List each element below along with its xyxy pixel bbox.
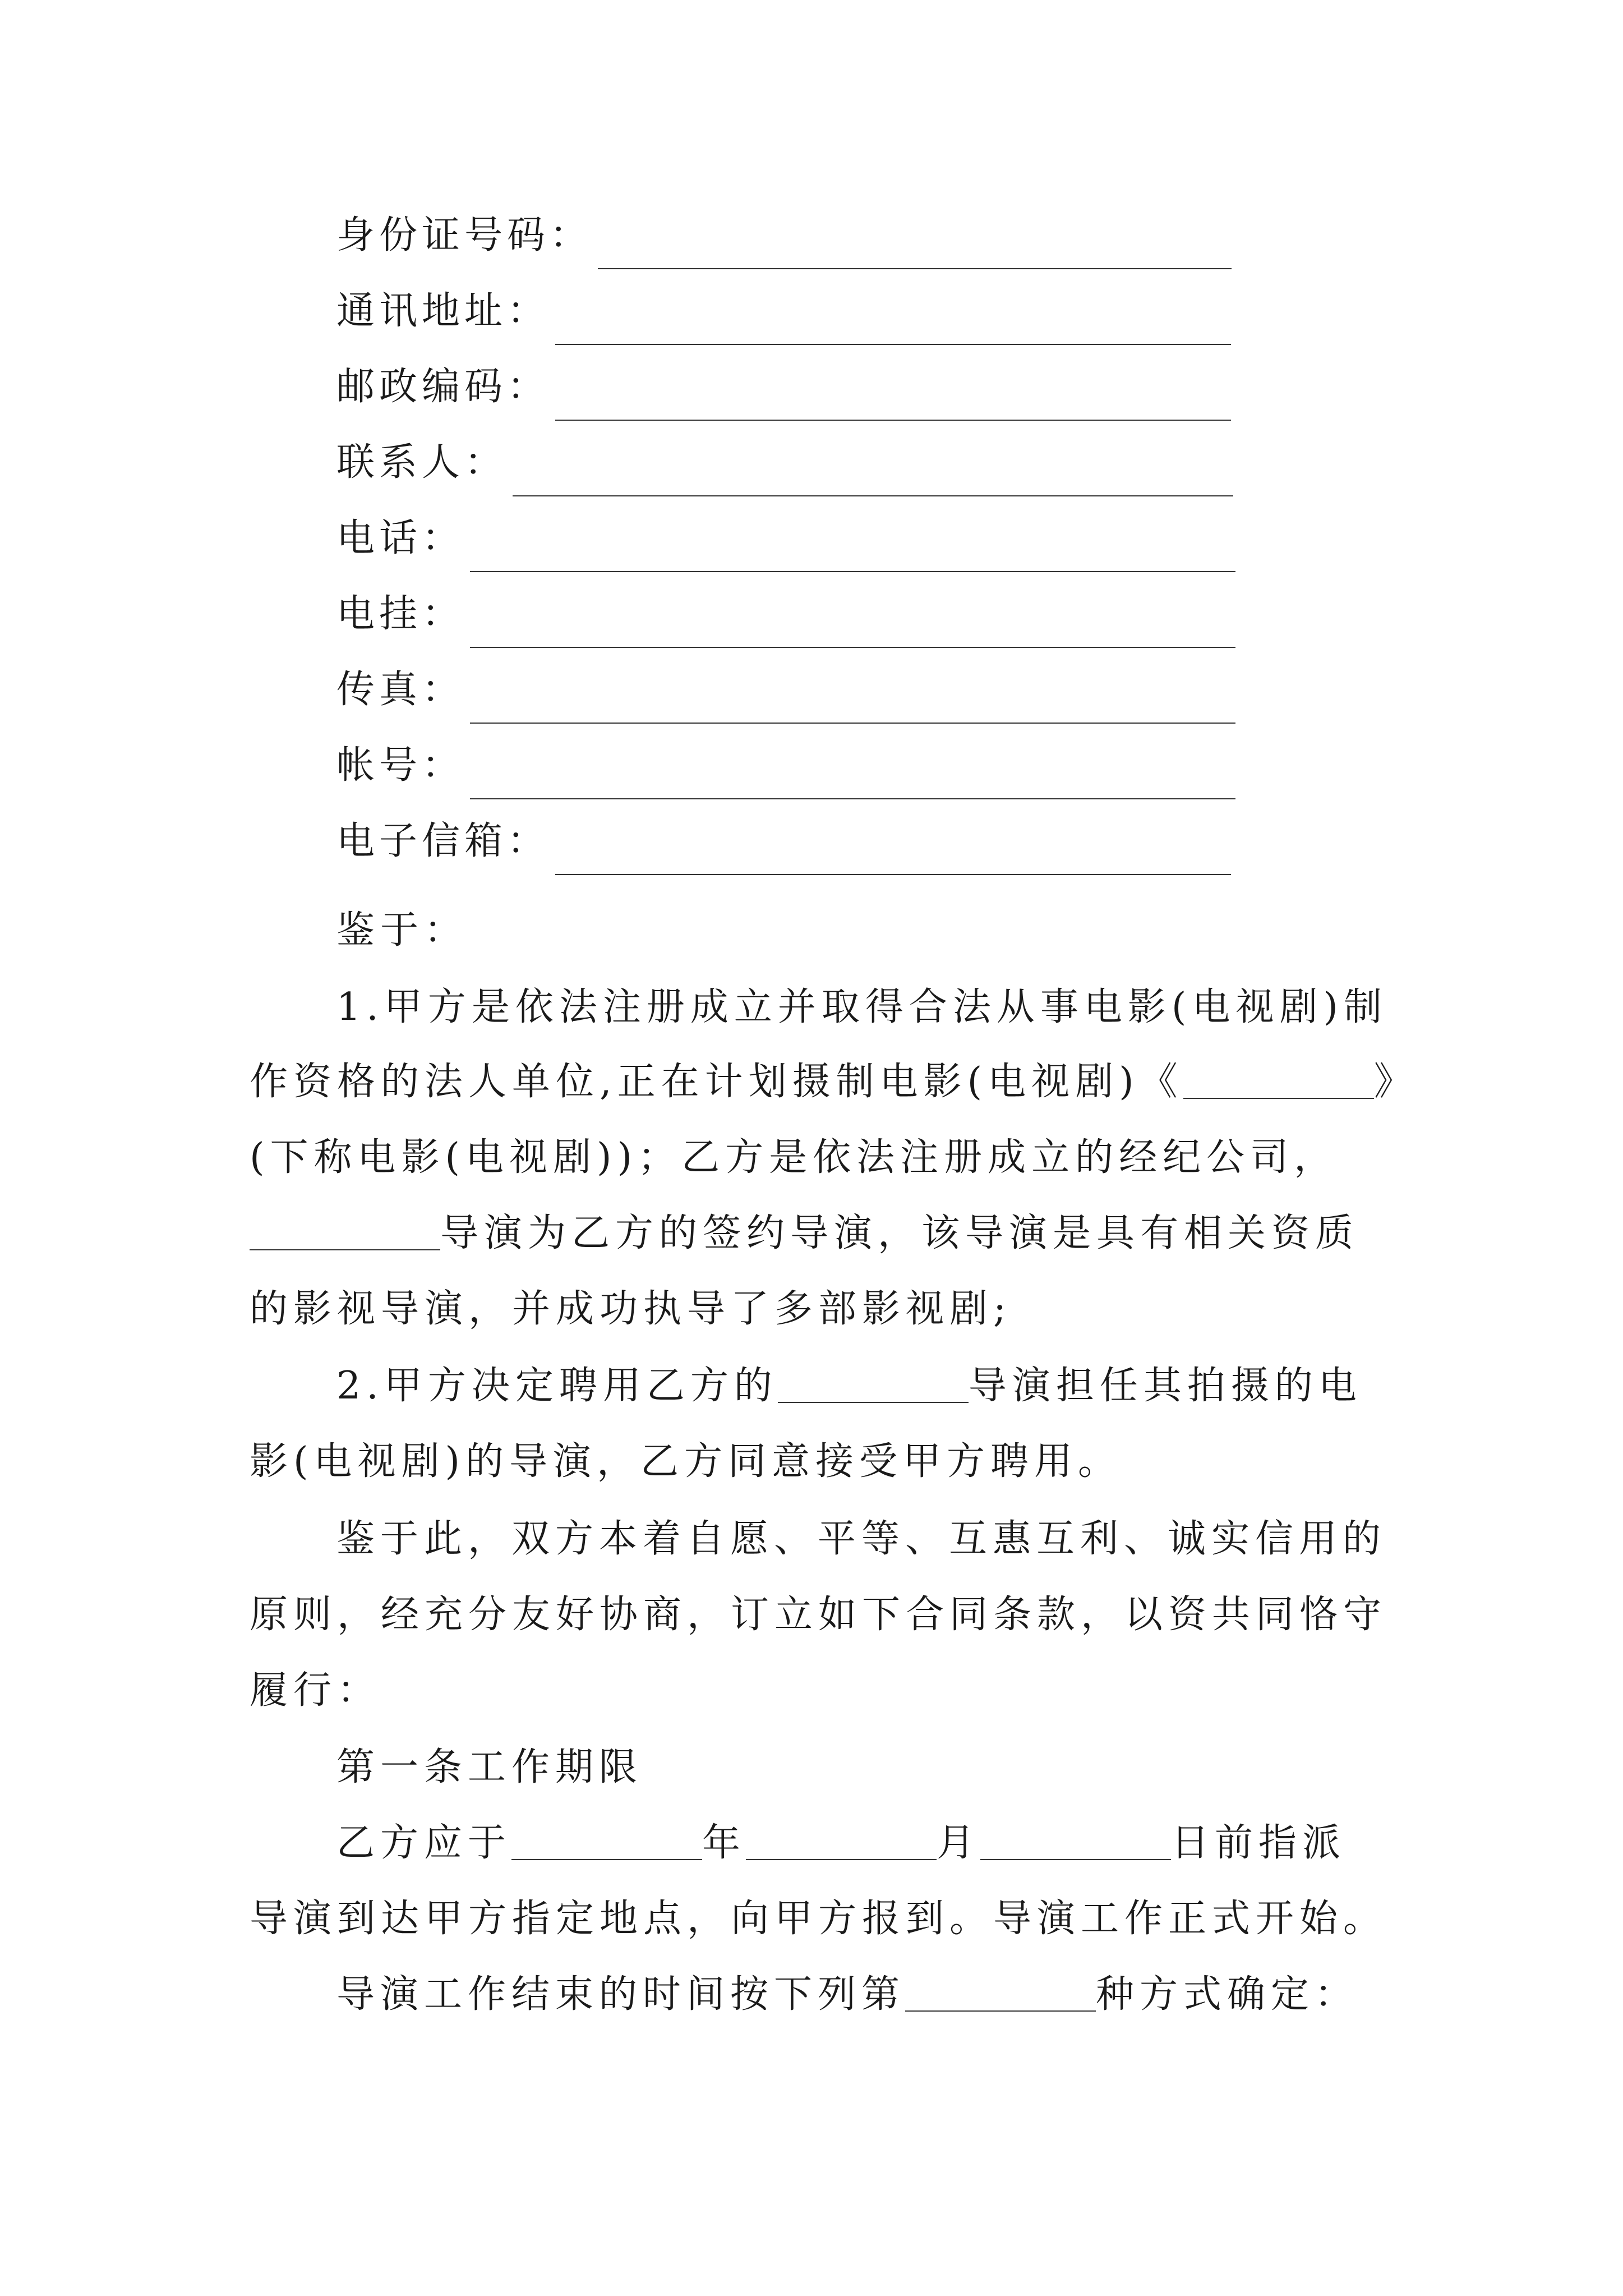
email-label: 电子信箱： [336,819,550,863]
article-1-line-3-text-a: 导演工作结束的时间按下列第 [336,1972,906,2017]
article-1-month-label: 月 [937,1821,981,1865]
contact-label: 联系人： [336,440,508,485]
cable-label: 电挂： [336,592,465,636]
id-number-field [336,202,1234,269]
paragraph-2-line-1 [336,1364,1362,1408]
article-1-line-3-text-b: 种方式确定： [1096,1972,1359,2017]
paragraph-1-line-2-close: 》 [1373,1060,1418,1104]
paragraph-3-line-2: 原则，经充分友好协商，订立如下合同条款，以资共同恪守 [250,1593,1387,1637]
fax-label: 传真： [336,668,465,712]
article-1-line-1-text-d: 日前指派 [1171,1821,1347,1865]
email-blank[interactable] [555,823,1231,875]
phone-field [336,505,1234,572]
year-blank[interactable] [511,1825,702,1860]
contact-field [336,429,1234,496]
paragraph-1-line-1: 1.甲方是依法注册成立并取得合法从事电影(电视剧)制 [336,985,1387,1029]
director-name-blank[interactable] [250,1216,440,1250]
paragraph-3-line-3: 履行： [250,1668,381,1713]
address-label: 通讯地址： [336,289,550,333]
article-1-line-2: 导演到达甲方指定地点，向甲方报到。导演工作正式开始。 [250,1897,1387,1941]
month-blank[interactable] [746,1825,937,1860]
account-field [336,732,1234,799]
account-label: 帐号： [336,743,465,788]
article-1-line-3 [336,1972,1359,2017]
hired-director-blank[interactable] [778,1368,969,1403]
film-title-blank[interactable] [1183,1064,1374,1099]
id-number-label: 身份证号码： [336,213,593,257]
paragraph-2-line-1-text-a: 2.甲方决定聘用乙方的 [336,1364,778,1408]
article-1-line-1-text-a: 乙方应于 [336,1821,512,1865]
paragraph-1-line-4 [250,1211,1359,1255]
id-number-blank[interactable] [598,218,1232,269]
postcode-field [336,353,1234,421]
address-field [336,278,1234,345]
article-1-year-label: 年 [702,1821,746,1865]
paragraph-1-line-5: 的影视导演，并成功执导了多部影视剧; [250,1287,1012,1331]
postcode-blank[interactable] [555,369,1231,421]
cable-field [336,581,1234,648]
article-1-title: 第一条工作期限 [336,1745,643,1789]
paragraph-3-line-1: 鉴于此，双方本着自愿、平等、互惠互利、诚实信用的 [336,1517,1387,1561]
contact-blank[interactable] [513,445,1233,496]
whereas-heading: 鉴于： [336,908,468,953]
article-1-line-1 [336,1821,1347,1865]
paragraph-1-line-2 [250,1060,1418,1104]
paragraph-1-line-2-text: 作资格的法人单位,正在计划摄制电影(电视剧)《 [250,1060,1183,1104]
postcode-label: 邮政编码： [336,365,550,409]
paragraph-2-line-1-text-b: 导演担任其拍摄的电 [968,1364,1362,1408]
phone-blank[interactable] [470,521,1235,572]
account-blank[interactable] [470,748,1235,799]
paragraph-2-line-2: 影(电视剧)的导演，乙方同意接受甲方聘用。 [250,1439,1122,1484]
day-blank[interactable] [980,1825,1171,1860]
paragraph-1-line-3: (下称电影(电视剧))；乙方是依法注册成立的经纪公司， [250,1135,1338,1180]
email-field [336,808,1234,875]
cable-blank[interactable] [470,596,1235,648]
phone-label: 电话： [336,516,465,560]
paragraph-1-line-4-text: 导演为乙方的签约导演，该导演是具有相关资质 [440,1211,1359,1255]
method-number-blank[interactable] [905,1977,1096,2012]
fax-field [336,656,1234,724]
fax-blank[interactable] [470,672,1235,724]
address-blank[interactable] [555,293,1231,345]
